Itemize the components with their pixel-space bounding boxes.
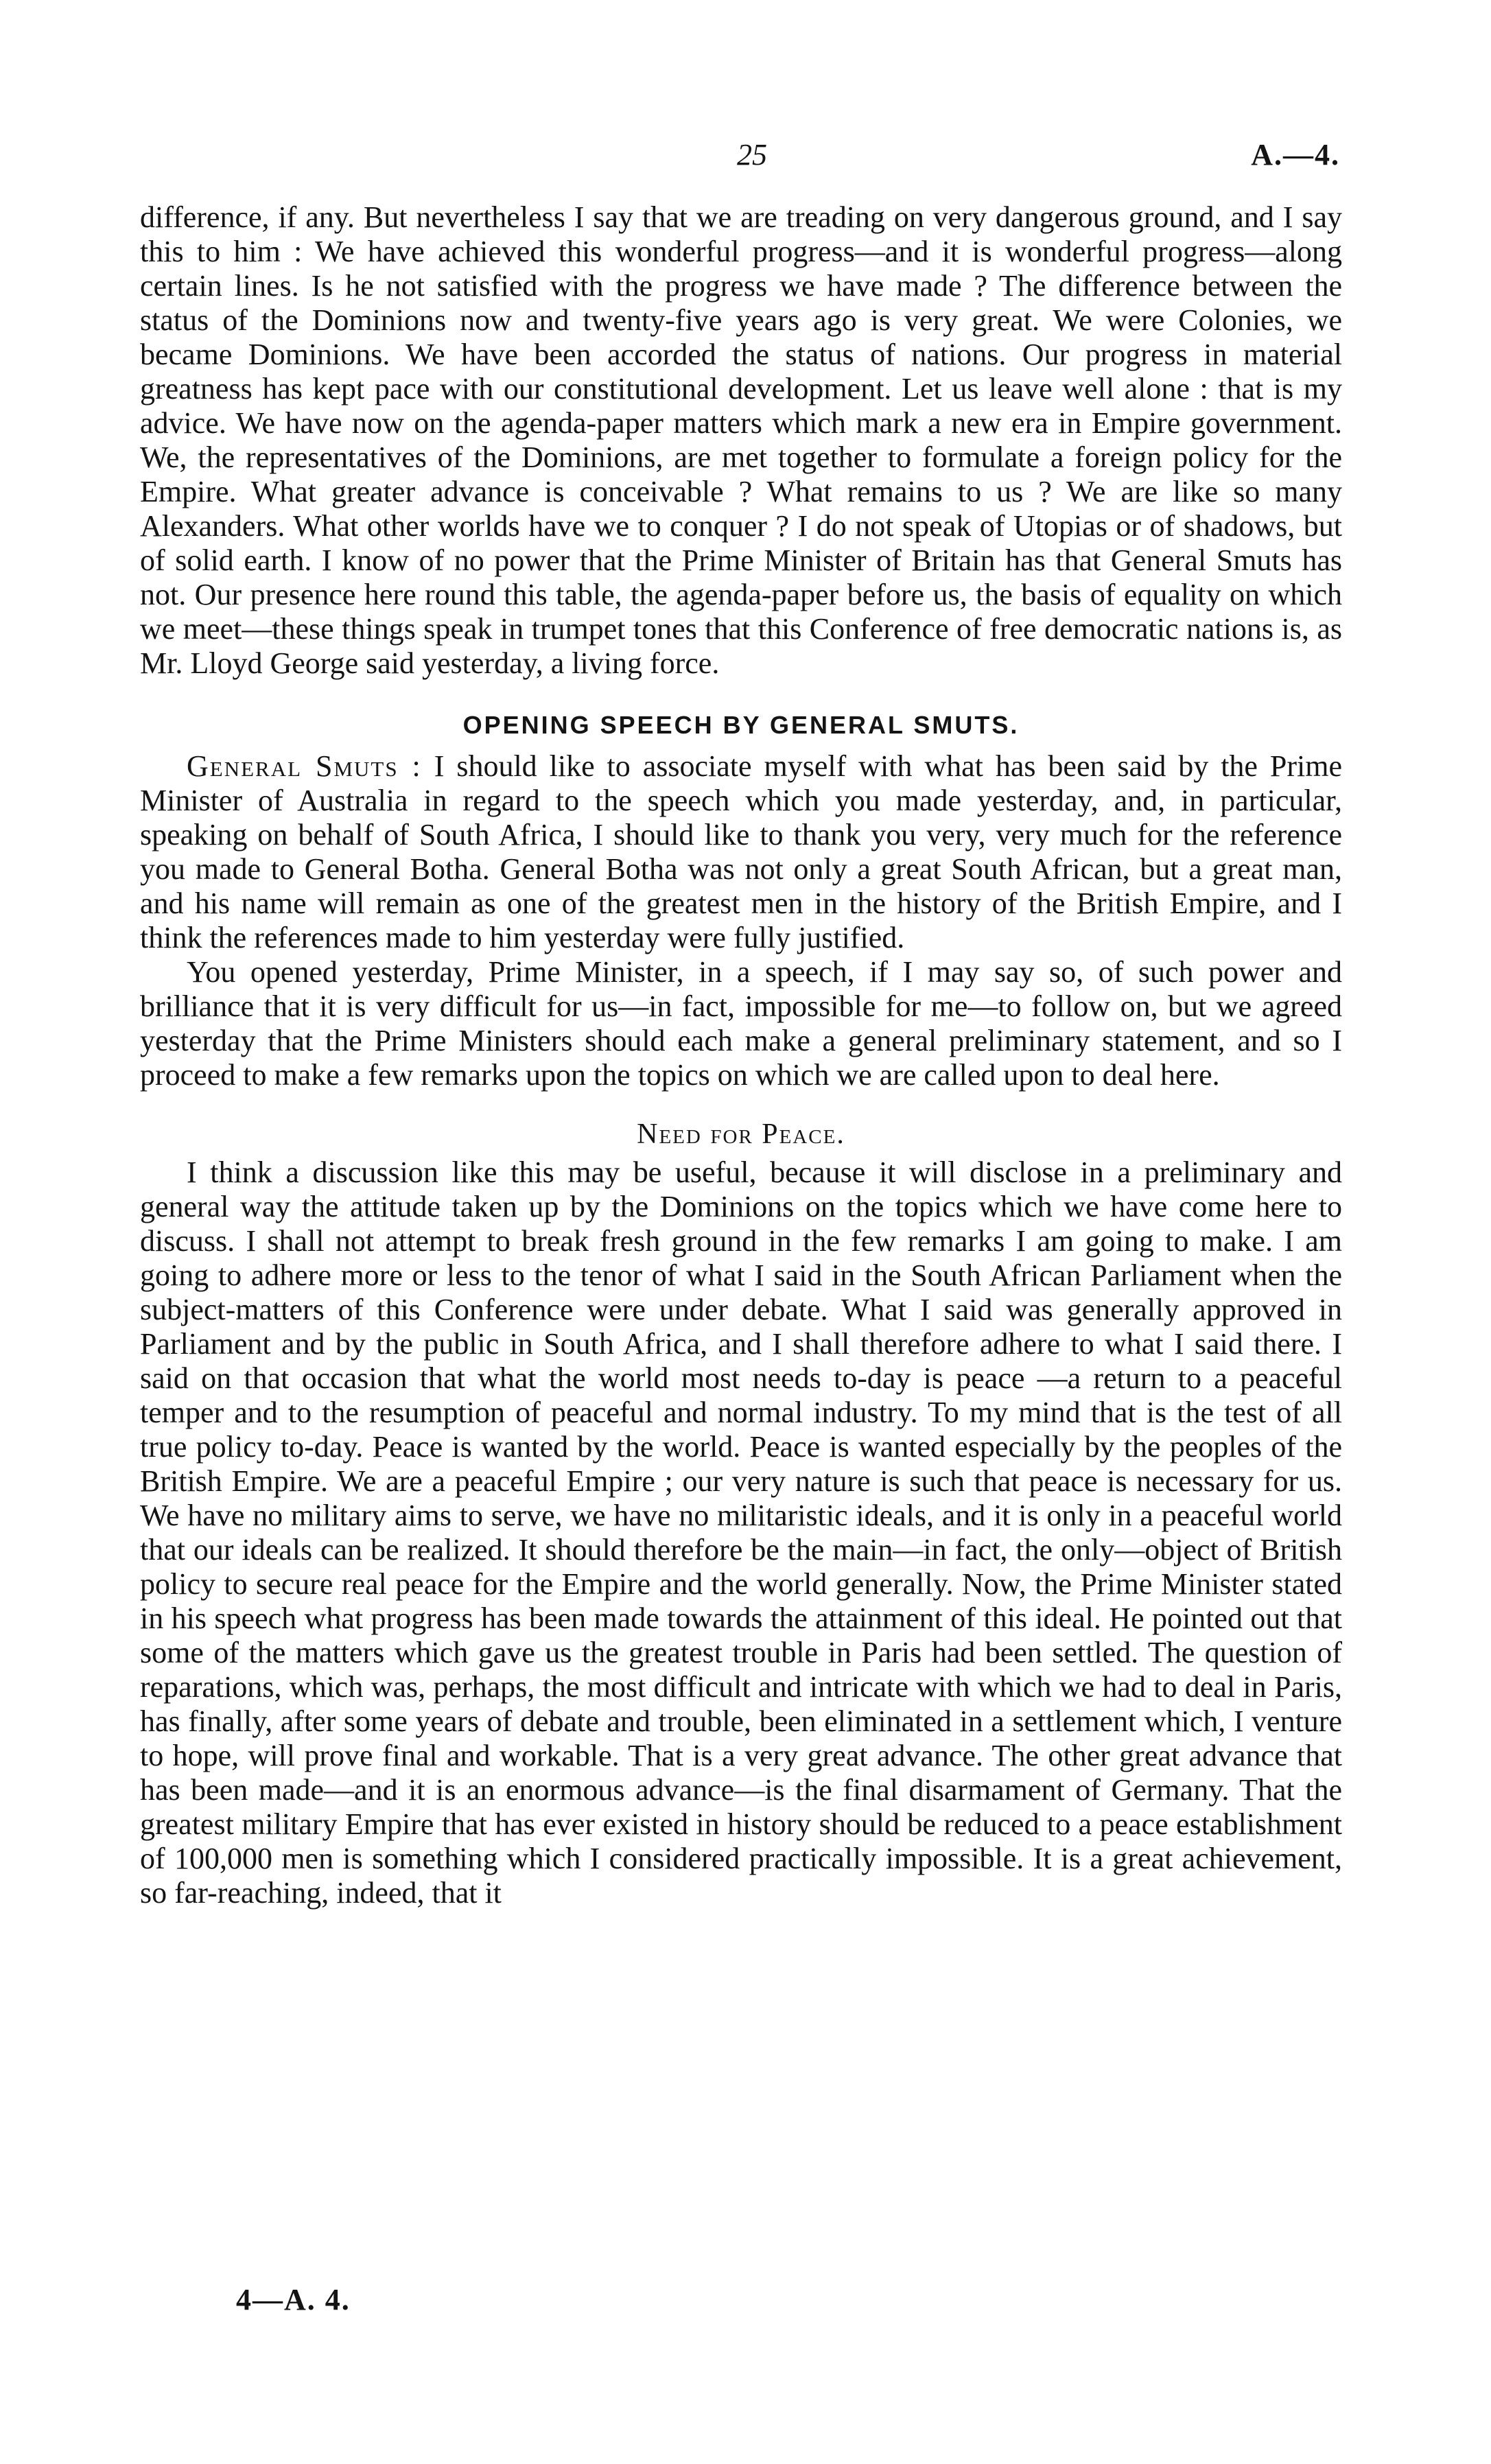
paragraph-text: I should like to associate myself with what has been said by the Prime Minister of Australia in regard to the speech which you made yesterday, and, in particular, speaking on behalf of South Africa, I should like to thank you very, very much for the reference you made to General Botha. General Botha was not only a great South African, but a great man, and his name will remain as one of the greatest men in the history of the British Empire, and I think the references made to him yesterday were fully justified. xyxy=(140,749,1343,954)
page-reference: A.—4. xyxy=(1251,138,1340,172)
paragraph-need-for-peace: I think a discussion like this may be useful, because it will disclose in a preliminary and general way the attitude taken up by the Dominions on the topics which we have come here to discuss. I shall not attempt to break fresh ground in the few remarks I am going to make. I am going to adhere more or less to the tenor of what I said in the South African Parliament when the subject-matters of this Conference were under debate. What I said was generally approved in Parliament and by the public in South Africa, and I shall therefore adhere to what I said there. I said on that occasion that what the world most needs to-day is peace —a return to a peaceful temper and to the resumption of peaceful and normal industry. To my mind that is the test of all true policy to-day. Peace is wanted by the world. Peace is wanted especially by the peoples of the British Empire. We are a peaceful Empire ; our very nature is such that peace is necessary for us. We have no military aims to serve, we have no militaristic ideals, and it is only in a peaceful world that our ideals can be realized. It should therefore be the main—in fact, the only—object of British policy to secure real peace for the Empire and the world generally. Now, the Prime Minister stated in his speech what progress has been made towards the attainment of this ideal. He pointed out that some of the matters which gave us the greatest trouble in Paris had been settled. The question of reparations, which was, perhaps, the most difficult and intricate with which we had to deal in Paris, has finally, after some years of debate and trouble, been eliminated in a settlement which, I venture to hope, will prove final and workable. That is a very great advance. The other great advance that has been made—and it is an enormous advance—is the final disarmament of Germany. That the greatest military Empire that has ever existed in history should be reduced to a peace establishment of 100,000 men is something which I considered practically impossible. It is a great achievement, so far-reaching, indeed, that it xyxy=(140,1155,1342,1910)
paragraph-prime-minister: You opened yesterday, Prime Minister, in a speech, if I may say so, of such power and brilliance that it is very difficult for us—in fact, impossible for me—to follow on, but we agreed yesterday that the Prime Ministers should each make a general preliminary statement, and so I proceed to make a few remarks upon the topics on which we are called upon to deal here. xyxy=(140,955,1342,1092)
paragraph-smuts-opening xyxy=(140,749,1342,955)
page-number: 25 xyxy=(737,138,767,172)
speaker-name: General Smuts : xyxy=(187,749,422,783)
subsection-heading: Need for Peace. xyxy=(637,1118,845,1150)
document-body xyxy=(140,200,1342,1910)
signature-reference: 4—A. 4. xyxy=(236,2283,351,2316)
paragraph-continuation: difference, if any. But nevertheless I say that we are treading on very dangerous ground, and I say this to him : We have achieved this wonderful progress—and it is wonderful progress—along certain lines. Is he not satisfied with the progress we have made ? The difference between the status of the Dominions now and twenty-five years ago is very great. We were Colonies, we became Dominions. We have been accorded the status of nations. Our progress in material greatness has kept pace with our constitutional development. Let us leave well alone : that is my advice. We have now on the agenda-paper matters which mark a new era in Empire government. We, the representatives of the Dominions, are met together to formulate a foreign policy for the Empire. What greater advance is conceivable ? What remains to us ? We are like so many Alexanders. What other worlds have we to conquer ? I do not speak of Utopias or of shadows, but of solid earth. I know of no power that the Prime Minister of Britain has that General Smuts has not. Our presence here round this table, the agenda-paper before us, the basis of equality on which we meet—these things speak in trumpet tones that this Conference of free democratic nations is, as Mr. Lloyd George said yesterday, a living force. xyxy=(140,200,1342,680)
section-heading: OPENING SPEECH BY GENERAL SMUTS. xyxy=(462,711,1020,739)
